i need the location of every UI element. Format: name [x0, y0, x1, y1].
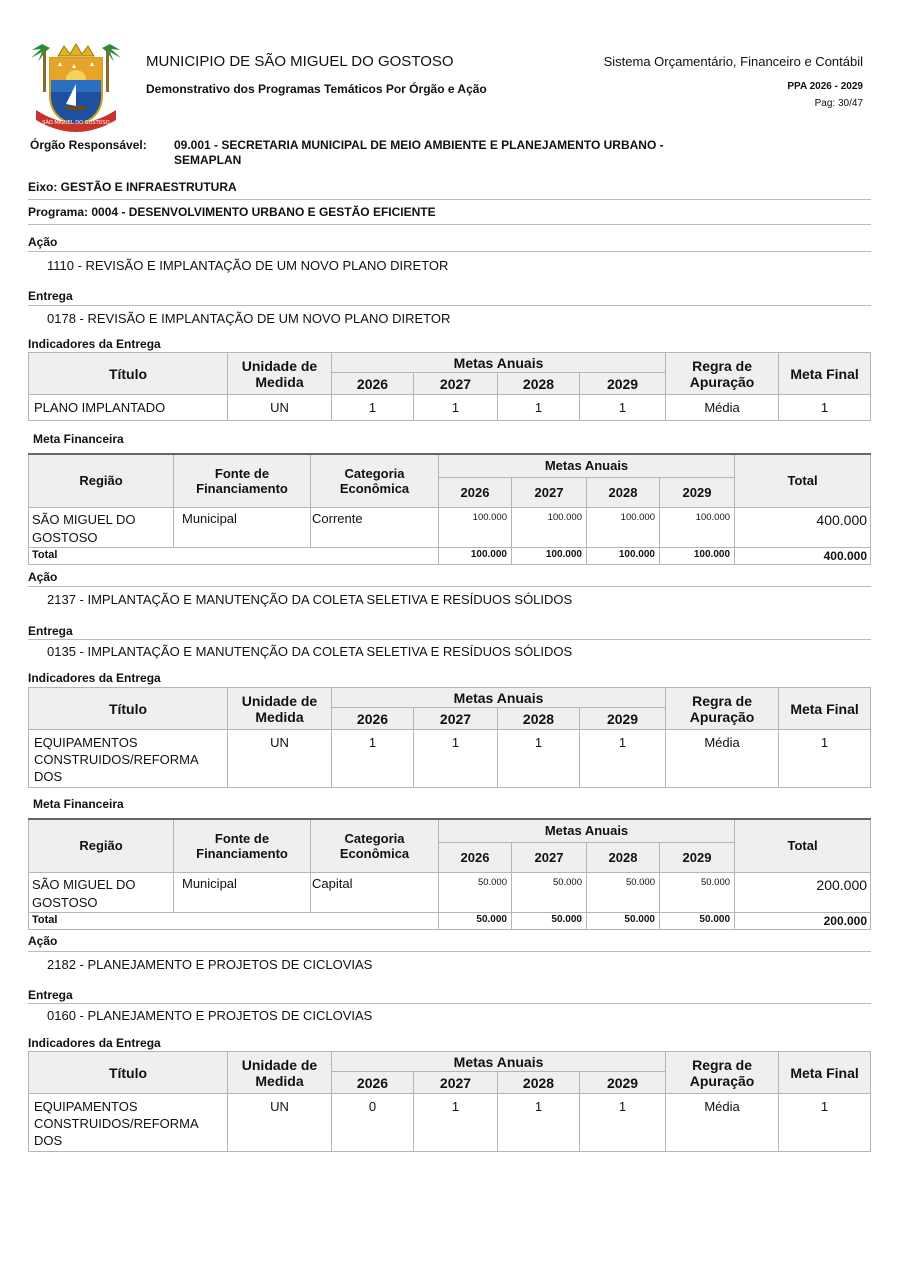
cell-2027: 100.000 — [512, 507, 587, 547]
table-row — [29, 395, 871, 421]
col-regra: Regra de Apuração — [666, 688, 779, 730]
cell-total: 200.000 — [735, 872, 871, 912]
total-sum: 200.000 — [735, 912, 871, 929]
cell-regra: Média — [666, 395, 779, 421]
table-row — [29, 1094, 871, 1152]
cell-2029: 50.000 — [660, 872, 735, 912]
cell-fonte: Municipal — [174, 507, 311, 547]
col-unidade: Unidade de Medida — [228, 1052, 332, 1094]
col-metas-anuais: Metas Anuais — [332, 688, 666, 708]
indicadores-table-2 — [28, 687, 871, 788]
cell-2029: 1 — [580, 730, 666, 788]
col-2029: 2029 — [660, 477, 735, 507]
cell-2026: 100.000 — [439, 507, 512, 547]
col-regra: Regra de Apuração — [666, 1052, 779, 1094]
cell-2029: 100.000 — [660, 507, 735, 547]
cell-2028: 1 — [498, 395, 580, 421]
table-row — [29, 872, 871, 912]
cell-meta-final: 1 — [779, 730, 871, 788]
meta-financeira-label: Meta Financeira — [33, 797, 124, 811]
meta-financeira-table-1 — [28, 453, 871, 565]
cell-2029: 1 — [580, 1094, 666, 1152]
col-regra: Regra de Apuração — [666, 353, 779, 395]
col-2028: 2028 — [587, 842, 660, 872]
col-unidade: Unidade de Medida — [228, 353, 332, 395]
total-2028: 50.000 — [587, 912, 660, 929]
col-2028: 2028 — [498, 373, 580, 395]
col-metas-anuais: Metas Anuais — [439, 454, 735, 477]
entrega-label: Entrega — [28, 289, 73, 303]
cell-fonte: Municipal — [174, 872, 311, 912]
col-2027: 2027 — [512, 842, 587, 872]
total-2029: 50.000 — [660, 912, 735, 929]
col-2029: 2029 — [580, 373, 666, 395]
col-total: Total — [735, 819, 871, 872]
acao-label: Ação — [28, 235, 58, 249]
col-2026: 2026 — [439, 842, 512, 872]
cell-2027: 1 — [414, 395, 498, 421]
cell-unidade: UN — [228, 1094, 332, 1152]
programa-title: Programa: 0004 - DESENVOLVIMENTO URBANO E GESTÃO EFICIENTE — [28, 205, 436, 219]
report-title: Demonstrativo dos Programas Temáticos Por Órgão e Ação — [146, 82, 487, 96]
col-metas-anuais: Metas Anuais — [332, 353, 666, 373]
cell-categoria: Corrente — [311, 507, 439, 547]
cell-regiao: SÃO MIGUEL DO GOSTOSO — [29, 507, 174, 547]
col-2028: 2028 — [587, 477, 660, 507]
col-2027: 2027 — [414, 373, 498, 395]
cell-2026: 1 — [332, 395, 414, 421]
cell-unidade: UN — [228, 395, 332, 421]
col-2027: 2027 — [512, 477, 587, 507]
ppa-period: PPA 2026 - 2029 — [787, 81, 863, 92]
col-metas-anuais: Metas Anuais — [439, 819, 735, 842]
cell-meta-final: 1 — [779, 1094, 871, 1152]
cell-2026: 0 — [332, 1094, 414, 1152]
cell-2027: 1 — [414, 1094, 498, 1152]
acao-label: Ação — [28, 934, 58, 948]
col-regiao: Região — [29, 454, 174, 507]
col-2028: 2028 — [498, 708, 580, 730]
total-sum: 400.000 — [735, 547, 871, 564]
acao-1110: 1110 - REVISÃO E IMPLANTAÇÃO DE UM NOVO PLANO DIRETOR — [47, 258, 449, 273]
entrega-label: Entrega — [28, 988, 73, 1002]
entrega-0178: 0178 - REVISÃO E IMPLANTAÇÃO DE UM NOVO PLANO DIRETOR — [47, 311, 451, 326]
municipality-name: MUNICIPIO DE SÃO MIGUEL DO GOSTOSO — [146, 53, 454, 70]
total-label: Total — [29, 912, 439, 929]
col-regiao: Região — [29, 819, 174, 872]
total-label: Total — [29, 547, 439, 564]
cell-2028: 1 — [498, 730, 580, 788]
cell-2027: 50.000 — [512, 872, 587, 912]
system-name: Sistema Orçamentário, Financeiro e Contábil — [603, 54, 863, 69]
total-2029: 100.000 — [660, 547, 735, 564]
col-titulo: Título — [29, 688, 228, 730]
meta-financeira-label: Meta Financeira — [33, 432, 124, 446]
entrega-label: Entrega — [28, 624, 73, 638]
col-titulo: Título — [29, 1052, 228, 1094]
cell-2028: 100.000 — [587, 507, 660, 547]
cell-regra: Média — [666, 730, 779, 788]
cell-meta-final: 1 — [779, 395, 871, 421]
acao-2137: 2137 - IMPLANTAÇÃO E MANUTENÇÃO DA COLETA SELETIVA E RESÍDUOS SÓLIDOS — [47, 592, 573, 607]
col-2027: 2027 — [414, 708, 498, 730]
col-2029: 2029 — [660, 842, 735, 872]
col-2026: 2026 — [332, 708, 414, 730]
total-2027: 100.000 — [512, 547, 587, 564]
cell-2027: 1 — [414, 730, 498, 788]
col-meta-final: Meta Final — [779, 353, 871, 395]
total-2026: 50.000 — [439, 912, 512, 929]
total-row — [29, 912, 871, 929]
cell-2026: 1 — [332, 730, 414, 788]
cell-unidade: UN — [228, 730, 332, 788]
acao-2182: 2182 - PLANEJAMENTO E PROJETOS DE CICLOVIAS — [47, 957, 373, 972]
total-2027: 50.000 — [512, 912, 587, 929]
col-2026: 2026 — [332, 1072, 414, 1094]
col-2026: 2026 — [332, 373, 414, 395]
cell-categoria: Capital — [311, 872, 439, 912]
cell-regra: Média — [666, 1094, 779, 1152]
eixo-title: Eixo: GESTÃO E INFRAESTRUTURA — [28, 180, 237, 194]
orgao-value: 09.001 - SECRETARIA MUNICIPAL DE MEIO AMBIENTE E PLANEJAMENTO URBANO - SEMAPLAN — [174, 138, 664, 167]
total-2026: 100.000 — [439, 547, 512, 564]
entrega-0160: 0160 - PLANEJAMENTO E PROJETOS DE CICLOVIAS — [47, 1008, 373, 1023]
col-total: Total — [735, 454, 871, 507]
meta-financeira-table-2 — [28, 818, 871, 930]
indicadores-table-1 — [28, 352, 871, 421]
cell-titulo: PLANO IMPLANTADO — [29, 395, 228, 421]
indicadores-table-3 — [28, 1051, 871, 1152]
col-categoria: Categoria Econômica — [311, 819, 439, 872]
col-unidade: Unidade de Medida — [228, 688, 332, 730]
entrega-0135: 0135 - IMPLANTAÇÃO E MANUTENÇÃO DA COLETA SELETIVA E RESÍDUOS SÓLIDOS — [47, 644, 573, 659]
cell-total: 400.000 — [735, 507, 871, 547]
col-2028: 2028 — [498, 1072, 580, 1094]
cell-2028: 50.000 — [587, 872, 660, 912]
cell-titulo: EQUIPAMENTOS CONSTRUIDOS/REFORMA DOS — [29, 730, 228, 788]
total-row — [29, 547, 871, 564]
col-titulo: Título — [29, 353, 228, 395]
col-2027: 2027 — [414, 1072, 498, 1094]
col-meta-final: Meta Final — [779, 1052, 871, 1094]
orgao-label: Órgão Responsável: — [30, 138, 147, 152]
col-categoria: Categoria Econômica — [311, 454, 439, 507]
cell-2028: 1 — [498, 1094, 580, 1152]
col-fonte: Fonte de Financiamento — [174, 819, 311, 872]
total-2028: 100.000 — [587, 547, 660, 564]
logo-ribbon-text: SÃO MIGUEL DO GOSTOSO — [42, 120, 110, 126]
cell-titulo: EQUIPAMENTOS CONSTRUIDOS/REFORMA DOS — [29, 1094, 228, 1152]
col-metas-anuais: Metas Anuais — [332, 1052, 666, 1072]
acao-label: Ação — [28, 570, 58, 584]
indicadores-label: Indicadores da Entrega — [28, 1036, 161, 1050]
municipal-coat-of-arms-logo — [28, 40, 124, 132]
col-2029: 2029 — [580, 708, 666, 730]
cell-2029: 1 — [580, 395, 666, 421]
col-fonte: Fonte de Financiamento — [174, 454, 311, 507]
col-meta-final: Meta Final — [779, 688, 871, 730]
col-2026: 2026 — [439, 477, 512, 507]
indicadores-label: Indicadores da Entrega — [28, 337, 161, 351]
cell-regiao: SÃO MIGUEL DO GOSTOSO — [29, 872, 174, 912]
cell-2026: 50.000 — [439, 872, 512, 912]
indicadores-label: Indicadores da Entrega — [28, 671, 161, 685]
col-2029: 2029 — [580, 1072, 666, 1094]
table-row — [29, 507, 871, 547]
table-row — [29, 730, 871, 788]
page-number: Pag: 30/47 — [814, 98, 863, 109]
